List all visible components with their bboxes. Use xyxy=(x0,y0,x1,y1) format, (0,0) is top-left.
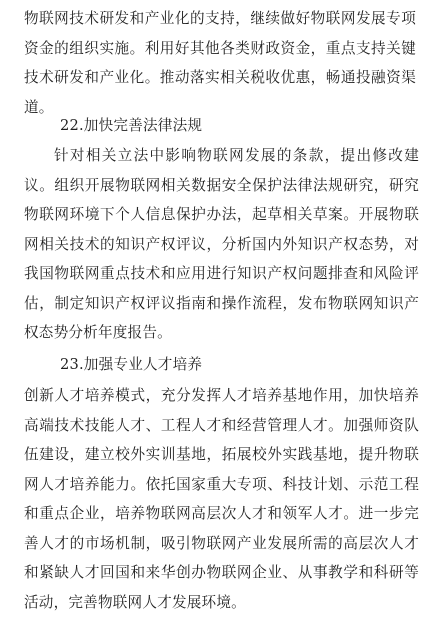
section-body-22: 针对相关立法中影响物联网发展的条款，提出修改建议。组织开展物联网相关数据安全保护法律法规研究，研究物联网环境下个人信息保护办法，起草相关草案。开展物联网相关技术的知识产权评议，分析国内外知识产权态势，对我国物联网重点技术和应用进行知识产权问题排查和风险评估，制定知识产权评议指南和操作流程，发布物联网知识产权态势分析年度报告。 xyxy=(24,147,419,341)
section-body-23: 创新人才培养模式，充分发挥人才培养基地作用，加快培养高端技术技能人才、工程人才和经营管理人才。加强师资队伍建设，建立校外实训基地，拓展校外实践基地，提升物联网人才培养能力。依托国家重大专项、科技计划、示范工程和重点企业，培养物联网高层次人才和领军人才。进一步完善人才的市场机制，吸引物联网产业发展所需的高层次人才和紧缺人才回国和来华创办物联网企业、从事教学和科研等活动，完善物联网人才发展环境。 xyxy=(24,387,419,611)
section-heading-22: 22.加快完善法律法规 xyxy=(60,117,203,134)
section-heading-23: 23.加强专业人才培养 xyxy=(60,356,203,373)
continuation-paragraph: 物联网技术研发和产业化的支持，继续做好物联网发展专项资金的组织实施。利用好其他各类财政资金，重点支持关键技术研发和产业化。推动落实相关税收优惠，畅通投融资渠道。 xyxy=(24,10,416,116)
